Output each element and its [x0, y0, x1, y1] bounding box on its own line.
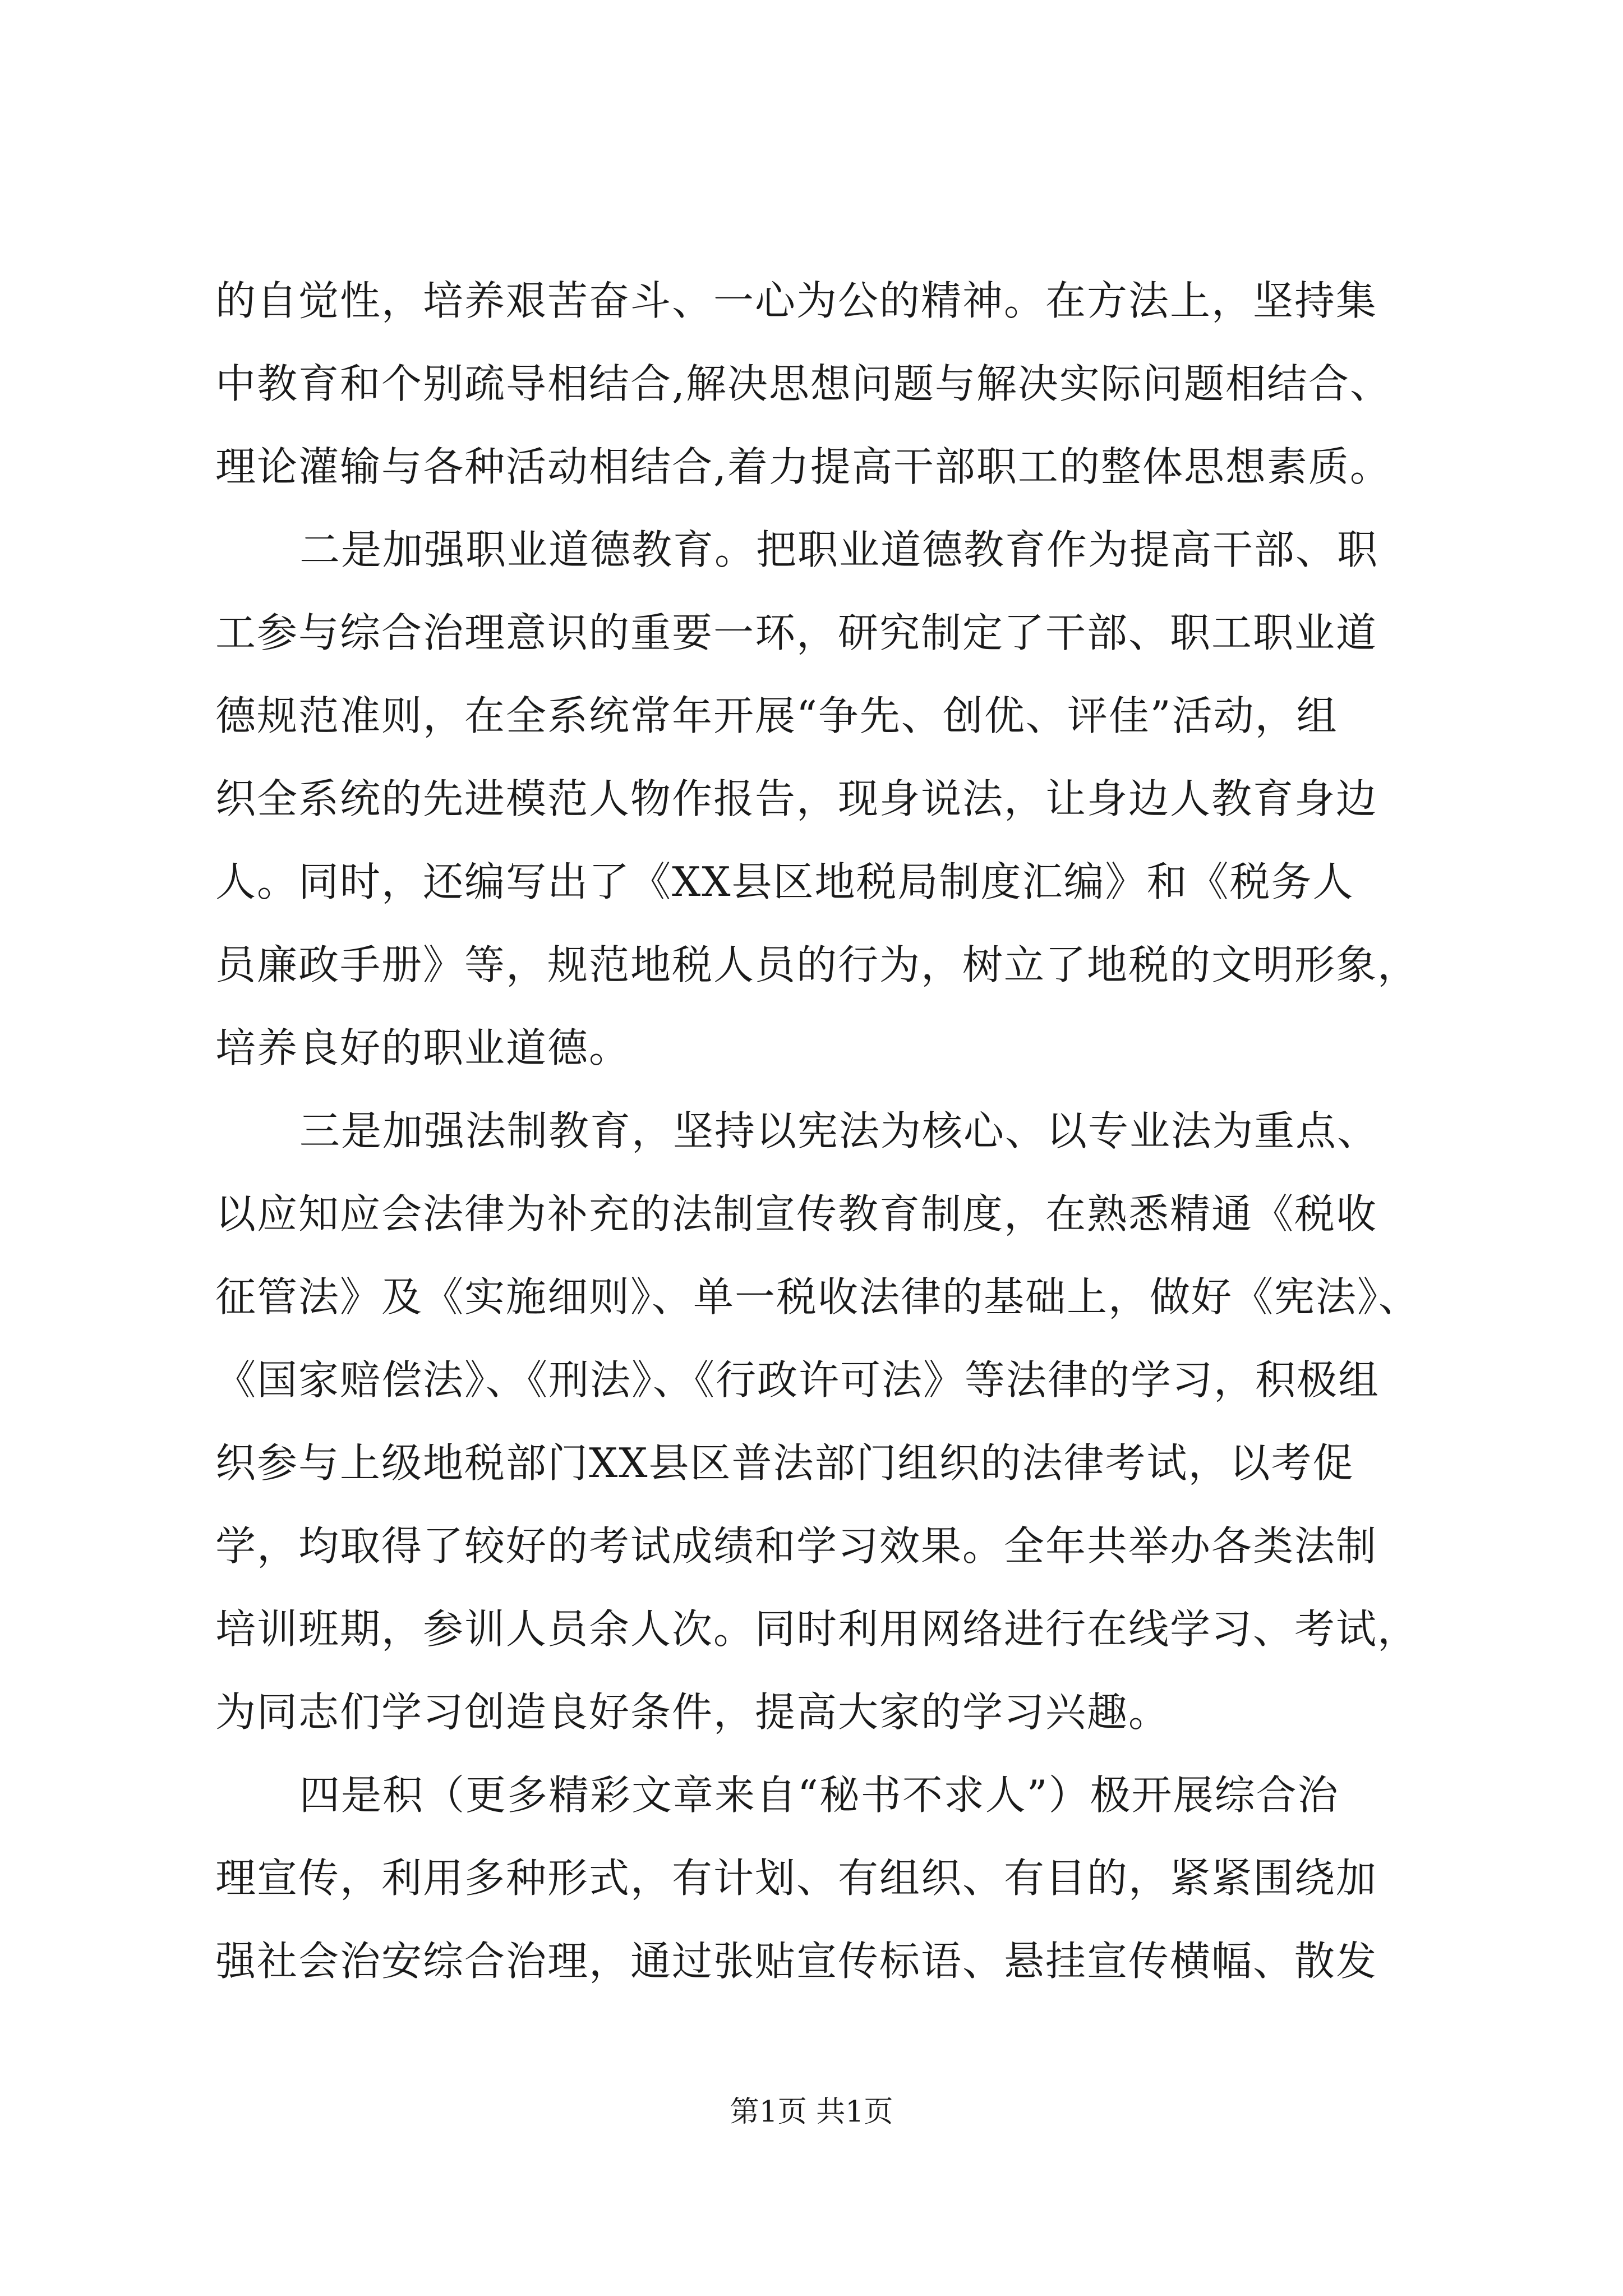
paragraph-line: 《国家赔偿法》、《刑法》、《行政许可法》等法律的学习，积极组 — [215, 1356, 1380, 1404]
paragraph-line: 三是加强法制教育，坚持以宪法为核心、以专业法为重点、 — [299, 1107, 1379, 1154]
paragraph-line: 以应知应会法律为补充的法制宣传教育制度，在熟悉精通《税收 — [215, 1190, 1378, 1237]
paragraph-line: 理宣传，利用多种形式，有计划、有组织、有目的，紧紧围绕加 — [215, 1855, 1378, 1902]
paragraph-line: 强社会治安综合治理，通过张贴宣传标语、悬挂宣传横幅、散发 — [215, 1938, 1378, 1985]
paragraph-line: 为同志们学习创造良好条件，提高大家的学习兴趣。 — [215, 1688, 1170, 1736]
paragraph-line: 德规范准则，在全系统常年开展“争先、创优、评佳”活动，组 — [215, 692, 1338, 739]
paragraph-line: 织全系统的先进模范人物作报告，现身说法，让身边人教育身边 — [215, 775, 1378, 822]
paragraph-line: 员廉政手册》等，规范地税人员的行为，树立了地税的文明形象， — [215, 941, 1419, 988]
paragraph-line: 二是加强职业道德教育。把职业道德教育作为提高干部、职 — [299, 526, 1379, 573]
paragraph-line: 理论灌输与各种活动相结合,着力提高干部职工的整体思想素质。 — [215, 443, 1391, 490]
page-number-label: 第1页 共1页 — [730, 2095, 893, 2129]
paragraph-line: 织参与上级地税部门XX县区普法部门组织的法律考试，以考促 — [215, 1439, 1354, 1487]
paragraph-line: 征管法》及《实施细则》、单一税收法律的基础上，做好《宪法》、 — [215, 1273, 1421, 1320]
paragraph-line: 中教育和个别疏导相结合,解决思想问题与解决实际问题相结合、 — [215, 360, 1391, 407]
paragraph-line: 培训班期，参训人员余人次。同时利用网络进行在线学习、考试， — [215, 1605, 1419, 1653]
paragraph-line: 四是积（更多精彩文章来自“秘书不求人”）极开展综合治 — [299, 1772, 1339, 1819]
paragraph-line: 培养良好的职业道德。 — [215, 1024, 631, 1071]
paragraph-line: 的自觉性，培养艰苦奋斗、一心为公的精神。在方法上，坚持集 — [215, 277, 1378, 324]
paragraph-line: 人。同时，还编写出了《XX县区地税局制度汇编》和《税务人 — [215, 858, 1354, 905]
document-body — [215, 259, 1472, 2003]
paragraph-line: 学，均取得了较好的考试成绩和学习效果。全年共举办各类法制 — [215, 1522, 1378, 1570]
page-footer — [0, 2092, 1623, 2132]
paragraph-line: 工参与综合治理意识的重要一环，研究制定了干部、职工职业道 — [215, 609, 1378, 656]
